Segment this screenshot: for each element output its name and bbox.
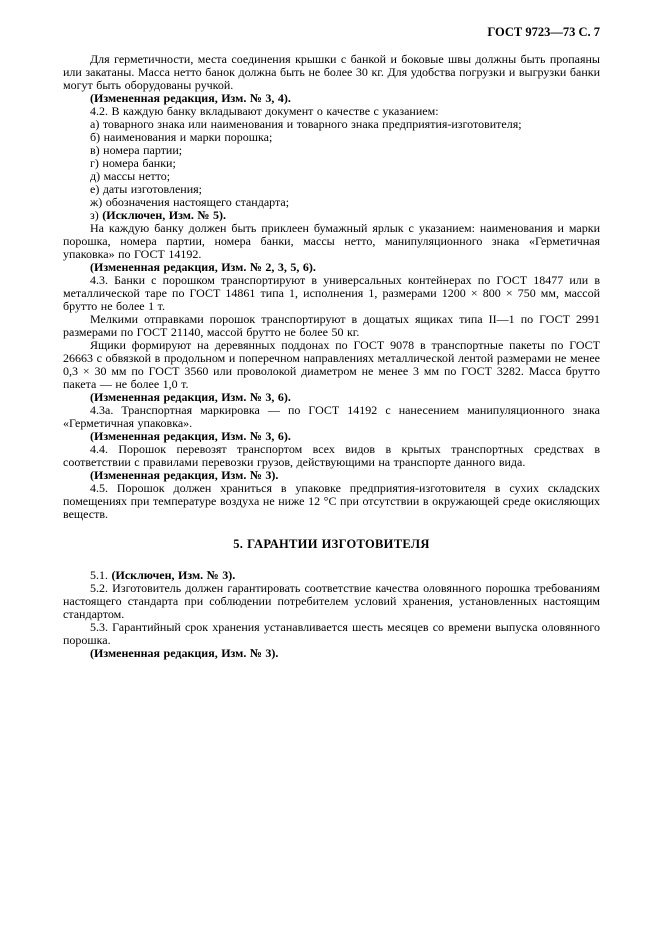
paragraph: 4.2. В каждую банку вкладывают документ о качестве с указанием: — [90, 104, 439, 118]
paragraph: Для герметичности, места соединения крышки с банкой и боковые швы должны быть пропаяны или закатаны. Масса нетто банок должна быть не более 30 кг. Для удобства погрузки и выгрузки банки могут быть оборудованы ручкой. — [63, 52, 600, 92]
revision-note: (Измененная редакция, Изм. № 3, 6). — [90, 429, 291, 443]
page-header: ГОСТ 9723—73 С. 7 — [487, 25, 600, 39]
document-body — [63, 53, 600, 660]
revision-note: (Измененная редакция, Изм. № 3, 4). — [90, 91, 291, 105]
paragraph: На каждую банку должен быть приклеен бумажный ярлык с указанием: наименования и марки порошка, номера партии, номера банки, массы нетто, манипуляционного знака «Герметичная упаковка» по ГОСТ 14192. — [63, 221, 600, 261]
paragraph: 5.2. Изготовитель должен гарантировать соответствие качества оловянного порошка требованиям настоящего стандарта при соблюдении потребителем условий хранения, установленных настоящим стандартом. — [63, 581, 600, 621]
list-item: д) массы нетто; — [90, 169, 171, 183]
paragraph: 5.3. Гарантийный срок хранения устанавливается шесть месяцев со времени выпуска оловянного порошка. — [63, 620, 600, 647]
revision-note: (Исключен, Изм. № 3). — [111, 568, 236, 582]
list-marker: з) — [90, 208, 103, 222]
section-heading: 5. ГАРАНТИИ ИЗГОТОВИТЕЛЯ — [233, 537, 430, 551]
list-item: е) даты изготовления; — [90, 182, 202, 196]
list-marker: 5.1. — [90, 568, 112, 582]
paragraph: 4.4. Порошок перевозят транспортом всех видов в крытых транспортных средствах в соответствии с правилами перевозки грузов, действующими на транспорте данного вида. — [63, 442, 600, 469]
list-item: ж) обозначения настоящего стандарта; — [90, 195, 290, 209]
paragraph: Ящики формируют на деревянных поддонах по ГОСТ 9078 в транспортные пакеты по ГОСТ 26663 с обвязкой в продольном и поперечном направлениях металлической лентой размерами не менее 0,3 × 30 мм по ГОСТ 3560 или проволокой диаметром не менее 3 мм по ГОСТ 3282. Масса брутто пакета — не более 1,0 т. — [63, 338, 600, 391]
list-item: а) товарного знака или наименования и товарного знака предприятия-изготовителя; — [90, 117, 522, 131]
revision-note: (Измененная редакция, Изм. № 3). — [90, 646, 279, 660]
paragraph: 4.3. Банки с порошком транспортируют в универсальных контейнерах по ГОСТ 18477 или в металлической таре по ГОСТ 14861 типа 1, исполнения 1, размерами 1200 × 800 × 750 мм, массой брутто не более 1 т. — [63, 273, 600, 313]
paragraph: 4.3а. Транспортная маркировка — по ГОСТ 14192 с нанесением манипуляционного знака «Герметичная упаковка». — [63, 403, 600, 430]
list-item: г) номера банки; — [90, 156, 176, 170]
document-content — [63, 26, 600, 660]
revision-note: (Исключен, Изм. № 5). — [102, 208, 226, 222]
list-item: б) наименования и марки порошка; — [90, 130, 273, 144]
list-item: в) номера партии; — [90, 143, 183, 157]
paragraph: 4.5. Порошок должен храниться в упаковке предприятия-изготовителя в сухих складских помещениях при температуре воздуха не ниже 12 °С при отсутствии в окружающей среде окисляющих веществ. — [63, 481, 600, 521]
paragraph: Мелкими отправками порошок транспортируют в дощатых ящиках типа II—1 по ГОСТ 2991 размерами по ГОСТ 21140, массой брутто не более 50 кг. — [63, 312, 600, 339]
revision-note: (Измененная редакция, Изм. № 3). — [90, 468, 279, 482]
revision-note: (Измененная редакция, Изм. № 2, 3, 5, 6). — [90, 260, 316, 274]
revision-note: (Измененная редакция, Изм. № 3, 6). — [90, 390, 291, 404]
